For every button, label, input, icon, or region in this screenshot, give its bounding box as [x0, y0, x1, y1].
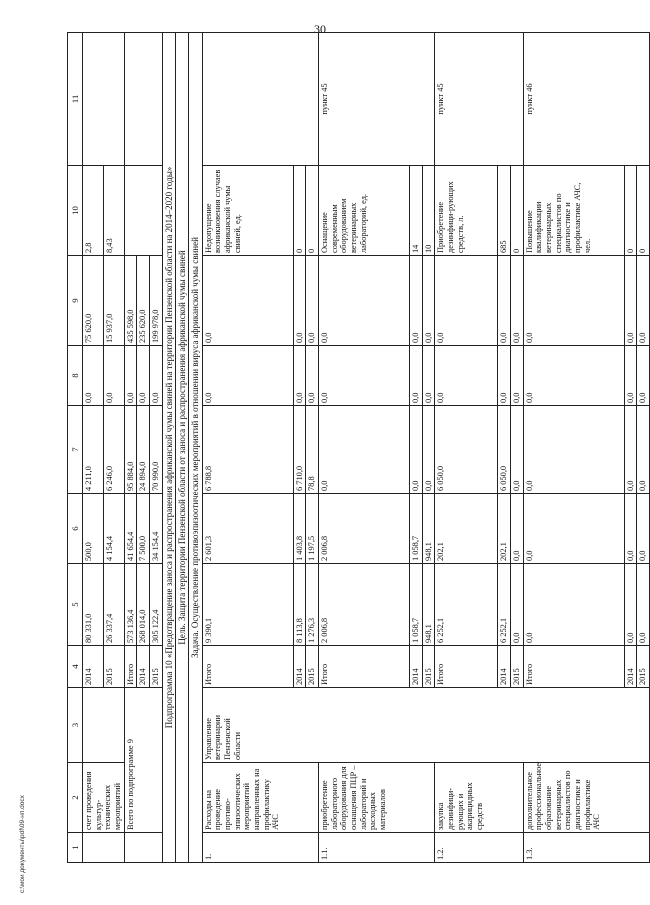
indicator-cell: 2,8 [83, 166, 104, 256]
value-cell: 26 337,4 [103, 564, 124, 646]
value-cell: 0,0 [137, 346, 150, 406]
value-cell: 8 113,8 [293, 564, 306, 646]
value-cell: 0,0 [202, 346, 293, 406]
value-cell: 0,0 [523, 346, 624, 406]
value-cell: 305 122,4 [150, 564, 163, 646]
value-cell: 0,0 [637, 494, 650, 564]
value-cell: 0,0 [511, 494, 524, 564]
task-row [189, 33, 202, 863]
value-cell: 0,0 [637, 346, 650, 406]
value-cell: 0,0 [103, 346, 124, 406]
value-cell: 6 246,0 [103, 406, 124, 494]
program-table [67, 32, 650, 863]
header-cell: 1 [68, 833, 83, 863]
year-cell: Итого [202, 646, 293, 688]
indicator-cell: 0 [637, 166, 650, 256]
value-cell: 15 937,0 [103, 256, 124, 346]
page-number: 30 [314, 22, 326, 36]
note-cell: пункт 45 [435, 33, 523, 166]
value-cell: 95 884,0 [124, 406, 137, 494]
header-cell: 2 [68, 763, 83, 833]
indicator-cell: Недопущение возникновения случаев африканской чумы свиней, ед. [202, 166, 293, 256]
value-cell: 202,1 [435, 494, 498, 564]
row-number: 1.3. [523, 833, 649, 863]
goal-row [176, 33, 189, 863]
value-cell: 0,0 [150, 346, 163, 406]
value-cell: 1 058,7 [410, 494, 423, 564]
value-cell: 0,0 [202, 256, 293, 346]
total-label: Всего по подпрограмме 9 [124, 688, 162, 833]
table-row [202, 33, 293, 863]
value-cell: 0,0 [624, 494, 637, 564]
program-table-rotated [67, 33, 648, 863]
year-cell: Итого [435, 646, 498, 688]
indicator-cell: 685 [498, 166, 511, 256]
value-cell: 0,0 [306, 256, 319, 346]
year-cell: 2014 [624, 646, 637, 688]
value-cell: 6 252,1 [435, 564, 498, 646]
value-cell: 0,0 [124, 346, 137, 406]
value-cell: 0,0 [422, 406, 435, 494]
value-cell: 0,0 [511, 406, 524, 494]
value-cell: 0,0 [435, 346, 498, 406]
value-cell: 0,0 [637, 564, 650, 646]
value-cell: 0,0 [410, 346, 423, 406]
value-cell: 235 620,0 [137, 256, 150, 346]
indicator-cell: 8,43 [103, 166, 124, 256]
value-cell: 948,1 [422, 494, 435, 564]
value-cell: 0,0 [523, 564, 624, 646]
value-cell: 0,0 [293, 346, 306, 406]
year-cell: 2015 [306, 646, 319, 688]
value-cell: 0,0 [523, 256, 624, 346]
value-cell: 0,0 [523, 406, 624, 494]
task-title: Задача. Осуществление противоэпизоотических мероприятий в отношении вируса африканской чумы свиней [189, 33, 202, 863]
header-cell: 8 [68, 346, 83, 406]
indicator-cell: Повышение квалификации ветеринарных специалистов по диагностике и профилактике АЧС, чел. [523, 166, 624, 256]
value-cell: 0,0 [319, 406, 410, 494]
year-cell: 2014 [83, 646, 104, 688]
value-cell: 80 331,0 [83, 564, 104, 646]
value-cell: 0,0 [293, 256, 306, 346]
indicator-cell: 0 [306, 166, 319, 256]
indicator-cell: 10 [422, 166, 435, 256]
value-cell: 6 252,1 [498, 564, 511, 646]
value-cell: 7 500,0 [137, 494, 150, 564]
subprogram-title: Подпрограмма 10 «Предотвращение заноса и распространения африканской чумы свиней на территории Пензенской области на 2014–2020 годы» [162, 33, 175, 863]
header-cell: 10 [68, 166, 83, 256]
value-cell: 0,0 [523, 494, 624, 564]
value-cell: 573 136,4 [124, 564, 137, 646]
year-cell: Итого [124, 646, 137, 688]
value-cell: 6 710,0 [293, 406, 306, 494]
value-cell: 1 197,5 [306, 494, 319, 564]
year-cell: 2015 [637, 646, 650, 688]
value-cell: 6 050,0 [435, 406, 498, 494]
value-cell: 500,0 [83, 494, 104, 564]
value-cell: 948,1 [422, 564, 435, 646]
header-cell: 5 [68, 564, 83, 646]
indicator-cell: Приобретение дезинфици-рующих средств, л. [435, 166, 498, 256]
value-cell: 1 403,8 [293, 494, 306, 564]
header-cell: 3 [68, 688, 83, 763]
header-cell: 11 [68, 33, 83, 166]
indicator-cell: 0 [624, 166, 637, 256]
header-cell: 7 [68, 406, 83, 494]
value-cell: 0,0 [637, 256, 650, 346]
value-cell: 0,0 [637, 406, 650, 494]
value-cell: 202,1 [498, 494, 511, 564]
value-cell: 0,0 [624, 346, 637, 406]
subprogram-row [162, 33, 175, 863]
value-cell: 75 620,0 [83, 256, 104, 346]
value-cell: 0,0 [624, 564, 637, 646]
row-name: счет проведения культур-технических мероприятий [83, 763, 125, 833]
year-cell: 2015 [422, 646, 435, 688]
value-cell: 0,0 [498, 346, 511, 406]
value-cell: 4 211,0 [83, 406, 104, 494]
year-cell: Итого [523, 646, 624, 688]
executor: Управление ветеринарии Пензенской области [202, 688, 649, 763]
value-cell: 268 014,0 [137, 564, 150, 646]
year-cell: 2014 [410, 646, 423, 688]
indicator-cell: 14 [410, 166, 423, 256]
value-cell: 6 788,8 [202, 406, 293, 494]
value-cell: 2 006,8 [319, 564, 410, 646]
row-number: 1.1. [319, 833, 435, 863]
year-cell: 2015 [150, 646, 163, 688]
value-cell: 435 598,0 [124, 256, 137, 346]
value-cell: 0,0 [83, 346, 104, 406]
value-cell: 0,0 [511, 256, 524, 346]
indicator-cell: 0 [511, 166, 524, 256]
value-cell: 4 154,4 [103, 494, 124, 564]
table-row [83, 33, 104, 863]
row-name: закупка дезинфици-рующих и акарицидных средств [435, 763, 523, 833]
year-cell: 2015 [103, 646, 124, 688]
value-cell: 0,0 [511, 564, 524, 646]
value-cell: 2 601,3 [202, 494, 293, 564]
row-number: 1.2. [435, 833, 523, 863]
value-cell: 0,0 [306, 346, 319, 406]
year-cell: 2015 [511, 646, 524, 688]
value-cell: 9 390,1 [202, 564, 293, 646]
note-cell: пункт 46 [523, 33, 649, 166]
header-cell: 4 [68, 646, 83, 688]
note-cell: пункт 45 [319, 33, 435, 166]
value-cell: 0,0 [624, 256, 637, 346]
file-path-footer: c:\мои документы\pdf\09-нп.docx [19, 795, 26, 893]
year-cell: 2014 [293, 646, 306, 688]
value-cell: 70 990,0 [150, 406, 163, 494]
value-cell: 0,0 [435, 256, 498, 346]
value-cell: 0,0 [319, 346, 410, 406]
goal-title: Цель. Защита территории Пензенской области от заноса и распространения африканской чумы свиней [176, 33, 189, 863]
value-cell: 34 154,4 [150, 494, 163, 564]
value-cell: 199 978,0 [150, 256, 163, 346]
table-row [124, 33, 137, 863]
value-cell: 2 006,8 [319, 494, 410, 564]
value-cell: 1 058,7 [410, 564, 423, 646]
value-cell: 0,0 [410, 406, 423, 494]
value-cell: 0,0 [319, 256, 410, 346]
value-cell: 0,0 [422, 346, 435, 406]
year-cell: 2014 [498, 646, 511, 688]
header-row [68, 33, 83, 863]
row-name: Расходы на проведение противо-эпизоотических мероприятий направленных на профилактику АЧС [202, 763, 318, 833]
value-cell: 1 276,3 [306, 564, 319, 646]
indicator-cell: 0 [293, 166, 306, 256]
row-name: приобретение лабораторного оборудования для оснащения ПЦР – лабораторий и расходных материалов [319, 763, 435, 833]
year-cell: Итого [319, 646, 410, 688]
value-cell: 0,0 [511, 346, 524, 406]
value-cell: 24 894,0 [137, 406, 150, 494]
value-cell: 41 654,4 [124, 494, 137, 564]
header-cell: 6 [68, 494, 83, 564]
year-cell: 2014 [137, 646, 150, 688]
row-name: дополнительное профессиональное образование ветеринарных специалистов по диагностике и профилактике АЧС [523, 763, 649, 833]
header-cell: 9 [68, 256, 83, 346]
value-cell: 6 050,0 [498, 406, 511, 494]
value-cell: 0,0 [624, 406, 637, 494]
row-number: 1. [202, 833, 318, 863]
value-cell: 0,0 [498, 256, 511, 346]
value-cell: 78,8 [306, 406, 319, 494]
value-cell: 0,0 [422, 256, 435, 346]
value-cell: 0,0 [410, 256, 423, 346]
indicator-cell: Оснащение современным оборудованием ветеринарных лабораторий, ед. [319, 166, 410, 256]
